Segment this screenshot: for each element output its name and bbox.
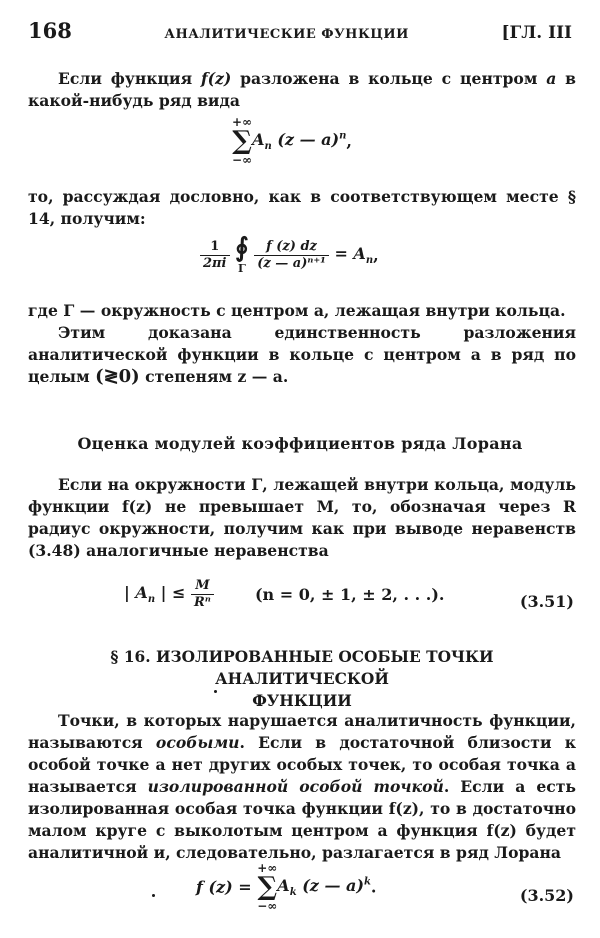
running-header bbox=[28, 18, 572, 46]
sum-symbol: +∞ ∑ −∞ bbox=[257, 861, 278, 913]
sum-symbol: +∞ ∑ −∞ bbox=[232, 115, 253, 167]
subsection-heading: Оценка модулей коэффициентов ряда Лорана bbox=[77, 434, 523, 453]
print-speck bbox=[152, 894, 155, 897]
integer-condition: (≷0) bbox=[95, 366, 140, 387]
running-title: АНАЛИТИЧЕСКИЕ ФУНКЦИИ bbox=[164, 27, 409, 42]
equation-coefficient: $\frac{1}{2\pi i}$ ∮ Γ $\frac{f (z) dz}{\text{(z — a)ⁿ⁺¹}}$ = $A_n$, bbox=[200, 234, 379, 276]
paragraph-singular-points: Точки, в которых нарушается аналитичность функции, называются особыми. Если в достаточной близости к особой точке a нет других особых точек, то особая точка a называется изолированной особой точкой. Если a есть изолированная особая точка функции f(z), то в достаточно малом круге с выколотым центром a функция f(z) будет аналитичной и, следовательно, разлагается в ряд Лорана bbox=[28, 711, 576, 862]
term-isolated-singular-point: изолированной особой точкой bbox=[147, 777, 444, 796]
print-speck bbox=[214, 690, 217, 693]
equation-number-3-51: (3.51) bbox=[519, 592, 574, 611]
page-number: 168 bbox=[28, 18, 72, 43]
term-singular: особыми bbox=[155, 733, 240, 752]
chapter-marker: [ГЛ. III bbox=[501, 23, 572, 43]
equation-laurent: f (z) = +∞ ∑ −∞ $A_k$ (z — a)$^k$. bbox=[196, 861, 377, 913]
paragraph-estimate: Если на окружности Γ, лежащей внутри кольца, модуль функции f(z) не превышает M, то, обозначая через R радиус окружности, получим как при выводе неравенств (3.48) аналогичные неравенства bbox=[28, 475, 576, 560]
paragraph-derivation: то, рассуждая дословно, как в соответствующем месте § 14, получим: bbox=[28, 187, 576, 228]
equation-number-3-52: (3.52) bbox=[519, 886, 574, 905]
contour-integral-icon: ∮ bbox=[235, 233, 249, 263]
equation-estimate: | $A_n$ | ≤ $\frac{M}{\text{Rⁿ}}$ (n = 0, ± 1, ± 2, . . .). bbox=[124, 578, 445, 610]
section-heading: § 16. ИЗОЛИРОВАННЫЕ ОСОБЫЕ ТОЧКИ АНАЛИТИЧЕСКОЙ ФУНКЦИИ bbox=[110, 648, 494, 710]
paragraph-uniqueness: где Γ — окружность с центром a, лежащая внутри кольца. Этим доказана единственность разложения аналитической функции в кольце с центром a в ряд по целым (≷0) степеням z — a. bbox=[28, 301, 576, 387]
equation-series: +∞ ∑ −∞ $A_n$ (z — a)$^n$, bbox=[232, 115, 352, 167]
paragraph-series-intro: Если функция f(z) разложена в кольце с центром a в какой-нибудь ряд вида bbox=[28, 69, 576, 110]
